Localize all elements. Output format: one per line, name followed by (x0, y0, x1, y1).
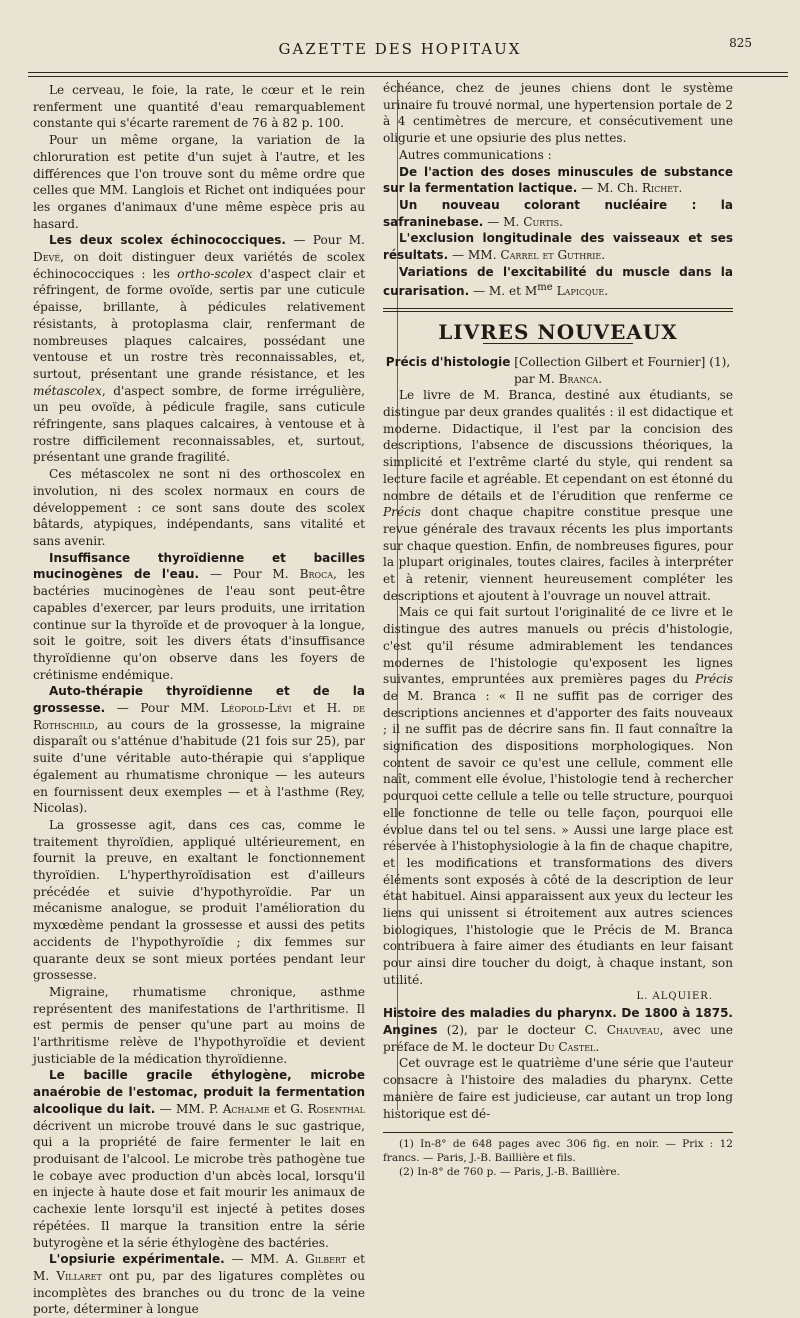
text-run: . (678, 181, 683, 196)
author-name: Richet (641, 181, 679, 196)
text-run: par M. (513, 371, 559, 386)
text-run: . (559, 214, 563, 229)
author-name: Branca (558, 371, 599, 386)
text-run: — Pour M. (285, 233, 365, 248)
superscript: me (537, 282, 553, 294)
book-heading (383, 354, 733, 387)
text-run: . (604, 284, 609, 299)
book-title: Histoire des maladies du pharynx. De 1800 à 1875. Angines (383, 1006, 733, 1037)
text-run: Mais ce qui fait surtout l'originalité de ce livre et le distingue des autres manuels ou précis d'histologie, c'est qu'il résume admirablement les tendances modernes de l'histologie qu'exposent les lignes suivantes, empruntées aux premières pages du (383, 605, 733, 687)
term: métascolex (33, 383, 102, 398)
text-run: , avec une préface de M. le docteur (383, 1023, 733, 1054)
section-rule (383, 308, 733, 309)
footnote: (2) In-8° de 760 p. — Paris, J.-B. Baillière. (399, 1166, 620, 1179)
communication-title: L'exclusion longitudinale des vaisseaux et ses résultats. (383, 231, 733, 263)
communication-item (383, 230, 733, 263)
text-run: — M. (483, 214, 524, 229)
article-thyroid (33, 550, 365, 684)
communication-item (383, 197, 733, 230)
text-run: , on doit distinguer deux variétés de scolex échinococciques : les (33, 250, 365, 281)
text-run: et H. (291, 701, 353, 716)
author-name: Carrel et Guthrie (500, 248, 602, 263)
author-name: Gilbert (305, 1252, 347, 1267)
author-name: Chauveau (606, 1023, 660, 1037)
text-run: , d'aspect sombre, de forme irrégulière, un peu ovoïde, à pédicule fragile, sans cuticule réfringente, sans plaques calcaires, à ventouse et à rostre difficilement reconnaissables, et, surtout, présentant une grande fragilité. (33, 383, 365, 465)
text-run: . (601, 248, 606, 263)
communications-label: Autres communications : (399, 147, 552, 162)
article-title: Insuffisance thyroïdienne et bacilles mucinogènes de l'eau. (33, 550, 365, 582)
text-run: . (595, 1039, 600, 1054)
paragraph: Migraine, rhumatisme chronique, asthme représentent des manifestations de l'arthritisme. Il est permis de penser qu'une part au moins de l'arthritisme relève de l'hypothyroïdie et devient justiciable de la médication thyroïdienne. (33, 984, 365, 1066)
communication-title: Un nouveau colorant nucléaire : la safraninebase. (383, 197, 733, 229)
book-heading (383, 1005, 733, 1055)
right-column (383, 80, 733, 1179)
article-title: Les deux scolex échinococciques. (49, 233, 286, 248)
communication-item (383, 164, 733, 197)
author-name: Du Castel (538, 1039, 596, 1054)
text-run: , au cours de la grossesse, la migraine disparaît ou s'atténue d'habitude (21 fois sur 25), par suite d'une véritable auto-thérapie qui s'applique également au rhumatisme chronique — les auteurs en fournissent deux exemples — et à l'asthme (Rey, Nicolas). (33, 717, 365, 816)
text-run: et M. (33, 1252, 365, 1283)
text-run: et G. (269, 1101, 308, 1116)
text-run: — MM. P. (155, 1101, 223, 1116)
term: Précis (383, 505, 421, 520)
review-paragraph: Cet ouvrage est le quatrième d'une série que l'auteur consacre à l'histoire des maladies du pharynx. Cette manière de faire est judicieuse, car autant un trop long historique est dé- (383, 1056, 733, 1121)
author-name: Curtis (523, 214, 560, 229)
text-run: dont chaque chapitre constitue presque une revue générale des travaux récents les plus importants sur chaque question. Enfin, de nombreuses figures, pour la plupart originales, toutes claires, faciles à interpréter et à retenir, viennent heureusement compléter les descriptions et ajoutent à l'ouvrage un nouvel attrait. (383, 505, 733, 603)
paragraph: Le cerveau, le foie, la rate, le cœur et le rein renferment une quantité d'eau remarquablement constante qui s'écarte rarement de 76 à 82 p. 100. (33, 83, 365, 131)
header-rule (28, 72, 788, 73)
text-run: . (598, 371, 603, 386)
section-rule-thin (383, 311, 733, 312)
page-number: 825 (729, 36, 752, 50)
text-run: — Pour M. (199, 567, 300, 582)
article-title: Le bacille gracile éthylogène, microbe anaérobie de l'estomac, produit la fermentation alcoolique du lait. (33, 1068, 365, 1116)
text-run: de M. Branca : « Il ne suffit pas de corriger des descriptions anciennes et d'apporter des faits nouveaux ; il ne suffit pas de décrire sans fin. Il faut connaître la signification des dispositions morphologiques. Non content de savoir ce qu'est une cellule, comment elle naît, comment elle évolue, l'histologie tend à rechercher pourquoi cette cellule a telle ou telle structure, pourquoi elle fonctionne de telle ou telle façon, pourquoi elle évolue dans tel ou tel sens. » Aussi une large place est réservée à l'histophysiologie à la fin de chaque chapitre, et les modifications et transformations des divers éléments sont exposés à côté de la description de leur état habituel. Ainsi apparaissent aux yeux du lecteur les liens qui unissent si étroitement aux autres sciences biologiques, l'histologie que le Précis de M. Branca contribuera à faire aimer des étudiants en leur faisant pour ainsi dire toucher du doigt, à chaque instant, son utilité. (383, 688, 733, 987)
header-rule-thin (28, 76, 788, 77)
text-run: — MM. A. (224, 1252, 306, 1267)
article-title: L'opsiurie expérimentale. (49, 1252, 225, 1267)
article-autotherapy (33, 683, 365, 817)
communication-title: De l'action des doses minuscules de substance sur la fermentation lactique. (383, 164, 733, 196)
author-name: Rosenthal (307, 1101, 365, 1116)
review-paragraph (383, 387, 733, 604)
footnote: (1) In-8° de 648 pages avec 306 fig. en noir. — Prix : 12 francs. — Paris, J.-B. Baillière et fils. (383, 1138, 733, 1165)
author-name: Villaret (56, 1268, 102, 1283)
term: ortho-scolex (177, 266, 253, 281)
running-header: GAZETTE DES HOPITAUX (278, 40, 522, 58)
text-run: — M. et M (469, 284, 538, 299)
author-name: Léopold-Lévi (220, 701, 292, 716)
review-signature: L. ALQUIER. (636, 990, 713, 1002)
paragraph: Pour un même organe, la variation de la chloruration est petite d'un sujet à l'autre, et les différences que l'on trouve sont du même ordre que celles que MM. Langlois et Richet ont indiquées pour les organes d'animaux d'une même espèce pris au hasard. (33, 133, 365, 231)
communication-title: Variations de l'excitabilité du muscle dans la curarisation. (383, 264, 733, 299)
text-run: d'aspect clair et réfringent, de forme ovoïde, sertis par une cuticule épaisse, brillante, à pédicules relativement résistants, à protoplasma clair, renfermant de nombreuses plaques calcaires, possédant une ventouse et un rostre très reconnaissables, et, surtout, présentant une grande résistance, et les (33, 266, 365, 381)
article-opsiurie (33, 1251, 365, 1318)
text-run: — MM. (448, 248, 501, 263)
article-bacillus (33, 1067, 365, 1251)
text-run: , les bactéries mucinogènes de l'eau sont peut-être capables d'exercer, par leurs produits, une irritation continue sur la thyroïde et de provoquer à la longue, soit le goitre, soit les divers états d'insuffisance thyroïdienne qu'on observe dans les foyers de crétinisme endémique. (33, 567, 366, 682)
text-run: [Collection Gilbert et Fournier] (1), (510, 354, 731, 369)
article-title: Auto-thérapie thyroïdienne et de la grossesse. (33, 684, 365, 716)
text-run: Le livre de M. Branca, destiné aux étudiants, se distingue par deux grandes qualités : il est didactique et moderne. Didactique, il l'est par la concision des descriptions, l'absence de discussions théoriques, la simplicité et l'extrême clarté du style, qui rendent sa lecture facile et agréable. Et cependant on est étonné du nombre de détails et de l'érudition que renferme ce (383, 388, 733, 503)
paragraph: échéance, chez de jeunes chiens dont le système urinaire fu trouvé normal, une hypertension portale de 2 à 4 centimètres de mercure, et consécutivement une oligurie et une opsiurie des plus nettes. (383, 81, 733, 146)
text-run: décrivent un microbe trouvé dans le suc gastrique, qui a la propriété de faire fermenter le lait en produisant de l'alcool. Le microbe très pathogène tue le cobaye avec production d'un abcès local, lorsqu'il en injecte à haute dose et fait mourir les animaux de cachexie lente lorsqu'il est injecté à petites doses répétées. Il marque la transition entre la série butyrogène et la série éthylogène des bactéries. (33, 1118, 365, 1250)
author-name: Achalme (222, 1101, 270, 1116)
term: Précis (695, 672, 733, 687)
communication-item (383, 264, 733, 300)
text-run: — M. Ch. (577, 181, 642, 196)
author-name: Lapicque (556, 284, 605, 299)
article-scolex (33, 232, 365, 466)
text-run: ont pu, par des ligatures complètes ou incomplètes des branches ou du tronc de la veine porte, déterminer à longue (33, 1268, 365, 1317)
author-name: Broca (299, 567, 333, 582)
author-name: Devé (33, 250, 61, 265)
book-title: Précis d'histologie (385, 354, 511, 369)
paragraph: Ces métascolex ne sont ni des orthoscolex en involution, ni des scolex normaux en cours de développement : ce sont sans doute des scolex bâtards, atypiques, indépendants, sans vitalité et sans avenir. (33, 467, 365, 548)
text-run: — Pour MM. (105, 701, 221, 716)
review-paragraph (383, 604, 733, 988)
text-run: (2), par le docteur C. (437, 1023, 607, 1037)
section-title: LIVRES NOUVEAUX (438, 320, 678, 345)
author-name: de Rothschild (33, 701, 365, 732)
paragraph: La grossesse agit, dans ces cas, comme le traitement thyroïdien, appliqué ultérieurement, en fournit la preuve, en exaltant le fonctionnement thyroïdien. L'hyperthyroïdisation est d'ailleurs précédée et suivie d'hypothyroïdie. Par un mécanisme analogue, se produit l'amélioration du myxœdème pendant la grossesse et aussi des petits accidents de l'hypothyroïdie ; dix femmes sur quarante deux se sont mieux portées pendant leur grossesse. (33, 817, 365, 983)
footnote-rule (383, 1132, 733, 1133)
left-column (33, 82, 365, 1318)
